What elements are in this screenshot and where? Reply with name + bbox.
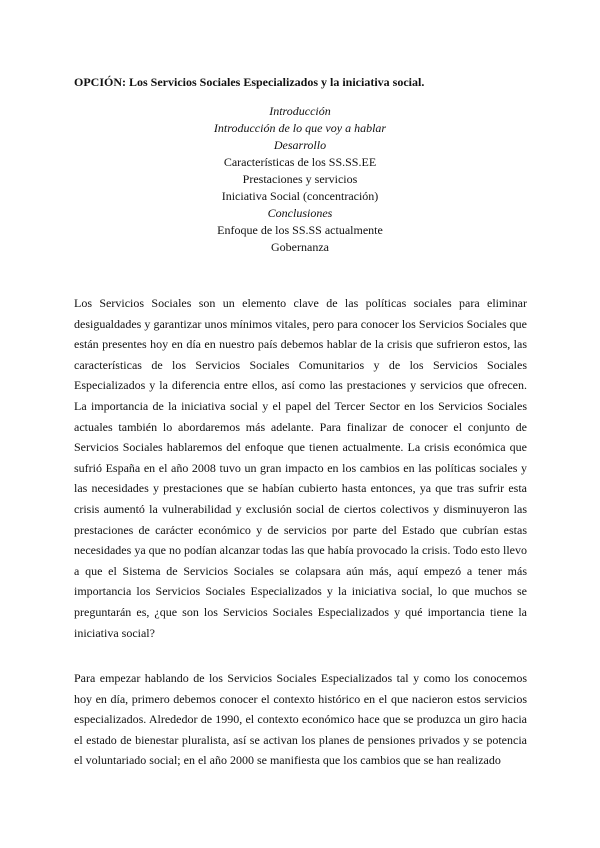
outline — [0, 103, 600, 256]
outline-heading-introduccion: Introducción — [269, 104, 331, 118]
outline-item: Introducción de lo que voy a hablar — [213, 121, 387, 135]
outline-item: Iniciativa Social (concentración) — [221, 189, 379, 203]
document-title: OPCIÓN: Los Servicios Sociales Especializados y la iniciativa social. — [74, 75, 425, 89]
outline-item: Prestaciones y servicios — [242, 172, 358, 186]
body-paragraph: Para empezar hablando de los Servicios Sociales Especializados tal y como los conocemos hoy en día, primero debemos conocer el contexto histórico en el que nacieron estos servicios especializados. Alrededor de 1990, el contexto económico hace que se produzca un giro hacia el estado de bienestar pluralista, así se activan los planes de pensiones privados y se potencia el voluntariado social; en el año 2000 se manifiesta que los cambios que se han realizado — [74, 671, 527, 768]
outline-heading-desarrollo: Desarrollo — [273, 138, 327, 152]
outline-item: Características de los SS.SS.EE — [223, 155, 377, 169]
outline-item: Enfoque de los SS.SS actualmente — [217, 223, 383, 237]
outline-item: Gobernanza — [271, 240, 329, 254]
outline-heading-conclusiones: Conclusiones — [267, 206, 333, 220]
body-paragraph: Los Servicios Sociales son un elemento clave de las políticas sociales para eliminar desigualdades y garantizar unos mínimos vitales, pero para conocer los Servicios Sociales que están presentes hoy en día en nuestro país debemos hablar de la crisis que sufrieron estos, las características de los Servicios Sociales Comunitarios y de los Servicios Sociales Especializados y la diferencia entre ellos, así como las prestaciones y servicios que ofrecen. La importancia de la iniciativa social y el papel del Tercer Sector en los Servicios Sociales actuales también lo abordaremos más adelante. Para finalizar de conocer el conjunto de Servicios Sociales hablaremos del enfoque que tienen actualmente. La crisis económica que sufrió España en el año 2008 tuvo un gran impacto en los cambios en las políticas sociales y las necesidades y prestaciones que se habían cubierto hasta entonces, ya que tras sufrir esta crisis aumentó la vulnerabilidad y exclusión social de ciertos colectivos y disminuyeron las prestaciones de carácter económico y de servicios por parte del Estado que cubrían estas necesidades ya que no podían alcanzar todas las que había provocado la crisis. Todo esto llevo a que el Sistema de Servicios Sociales se colapsara aún más, aquí empezó a tener más importancia los Servicios Sociales Especializados y la iniciativa social, lo que muchos se preguntarán es, ¿que son los Servicios Sociales Especializados y qué importancia tiene la iniciativa social? — [74, 296, 527, 640]
